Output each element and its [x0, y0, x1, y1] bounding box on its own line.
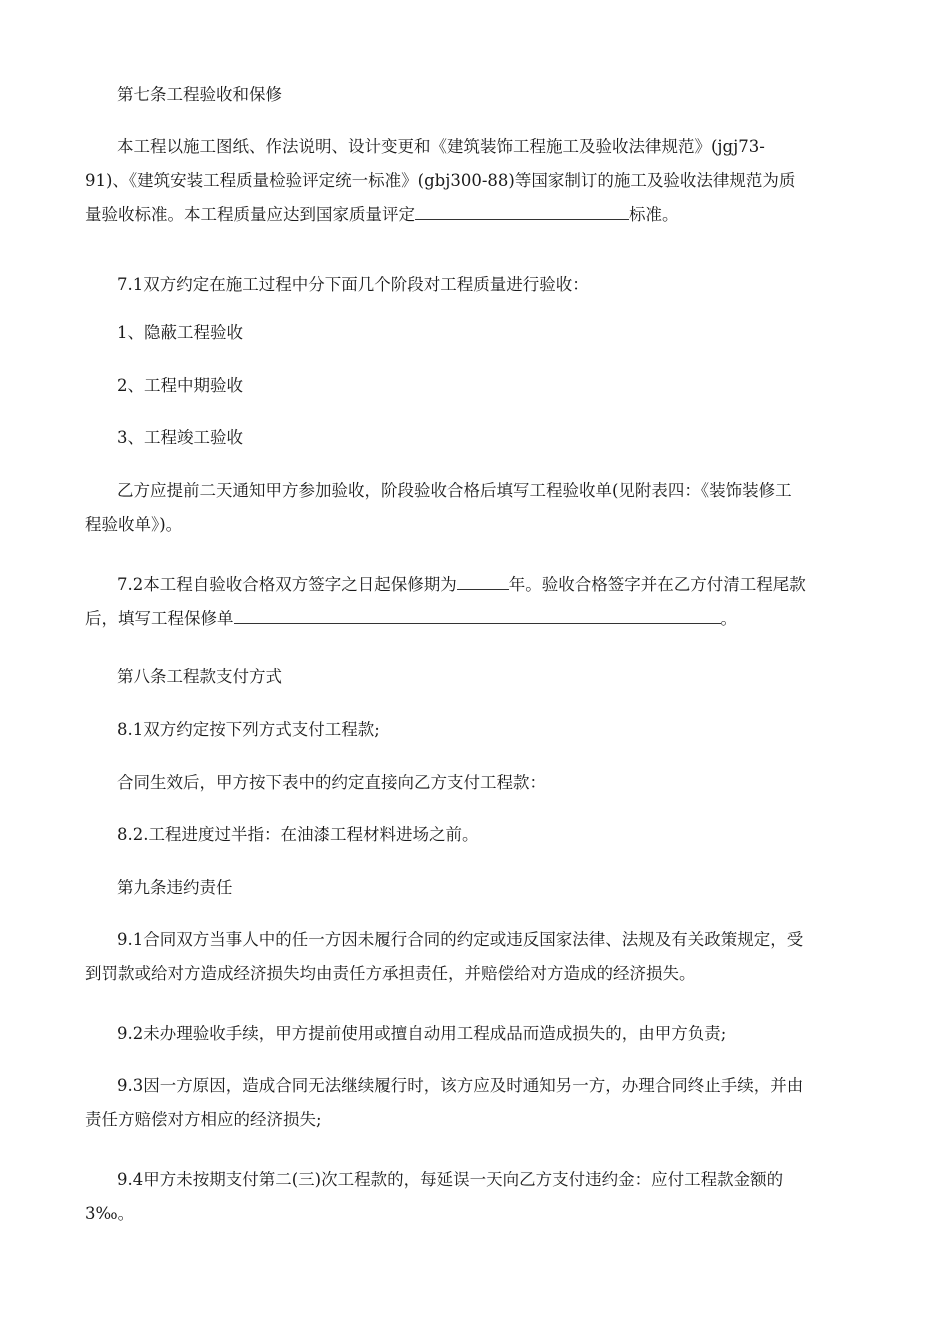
clause-9-1 [85, 923, 875, 991]
warranty-years-blank[interactable] [457, 569, 509, 590]
clause-7-1-text: 7.1双方约定在施工过程中分下面几个阶段对工程质量进行验收： [117, 275, 589, 294]
quality-standard-blank[interactable] [415, 199, 629, 220]
clause-8-1 [85, 713, 875, 747]
payment-contract-paragraph [85, 766, 875, 800]
clause-7-2-line-1 [85, 568, 875, 602]
inspection-item-2-text: 2、工程中期验收 [117, 376, 243, 395]
clause-9-3-line-1: 9.3因一方原因，造成合同无法继续履行时，该方应及时通知另一方，办理合同终止手续，并由 [117, 1076, 804, 1095]
inspection-item-1-text: 1、隐蔽工程验收 [117, 323, 243, 342]
clause-9-4-line-2: 3‰。 [85, 1204, 135, 1223]
warranty-form-prefix: 后，填写工程保修单 [85, 609, 234, 628]
article-8-title [85, 660, 875, 694]
article-7-paragraph-1 [85, 130, 875, 232]
inspection-notice-line-1: 乙方应提前二天通知甲方参加验收，阶段验收合格后填写工程验收单(见附表四：《装饰装修工 [117, 481, 792, 500]
article-7-paragraph-1-line-1: 本工程以施工图纸、作法说明、设计变更和《建筑装饰工程施工及验收法律规范》(jgj73- [117, 137, 765, 156]
warranty-form-suffix: 。 [720, 609, 737, 628]
warranty-period-suffix: 年。验收合格签字并在乙方付清工程尾款 [508, 575, 806, 594]
article-8-title-text: 第八条工程款支付方式 [117, 667, 282, 686]
clause-7-2-line-2 [53, 602, 875, 636]
clause-9-3 [85, 1069, 875, 1137]
clause-9-1-line-1: 9.1合同双方当事人中的任一方因未履行合同的约定或违反国家法律、法规及有关政策规定，受 [117, 930, 804, 949]
inspection-item-3-text: 3、工程竣工验收 [117, 428, 243, 447]
article-7-title [85, 78, 875, 112]
clause-9-1-line-2: 到罚款或给对方造成经济损失均由责任方承担责任，并赔偿给对方造成的经济损失。 [85, 964, 696, 983]
clause-8-2-text: 8.2.工程进度过半指：在油漆工程材料进场之前。 [117, 825, 479, 844]
clause-7-1 [85, 268, 875, 302]
clause-9-3-line-2: 责任方赔偿对方相应的经济损失; [85, 1110, 322, 1129]
warranty-period-prefix: 7.2本工程自验收合格双方签字之日起保修期为 [117, 575, 457, 594]
article-7-paragraph-1-line-2: 91)、《建筑安装工程质量检验评定统一标准》(gbj300-88)等国家制订的施工及验收法律规范为质 [85, 171, 796, 190]
inspection-item-1 [85, 316, 875, 350]
quality-standard-suffix: 标准。 [629, 205, 679, 224]
clause-9-2 [85, 1017, 875, 1051]
quality-standard-prefix: 量验收标准。本工程质量应达到国家质量评定 [85, 205, 415, 224]
warranty-form-blank[interactable] [234, 603, 721, 624]
inspection-notice [85, 474, 875, 542]
inspection-notice-line-2: 程验收单》)。 [85, 515, 183, 534]
clause-9-2-text: 9.2未办理验收手续，甲方提前使用或擅自动用工程成品而造成损失的，由甲方负责; [117, 1024, 727, 1043]
clause-9-4 [85, 1163, 875, 1231]
clause-9-4-line-1: 9.4甲方未按期支付第二(三)次工程款的，每延误一天向乙方支付违约金：应付工程款金额的 [117, 1170, 784, 1189]
inspection-item-3 [85, 421, 875, 455]
article-9-title-text: 第九条违约责任 [117, 878, 233, 897]
clause-8-2 [85, 818, 875, 852]
clause-8-1-text: 8.1双方约定按下列方式支付工程款; [117, 720, 380, 739]
article-7-paragraph-1-line-3 [53, 198, 875, 232]
article-9-title [85, 871, 875, 905]
article-7-title-text: 第七条工程验收和保修 [117, 85, 282, 104]
clause-7-2 [85, 568, 875, 636]
payment-contract-text: 合同生效后，甲方按下表中的约定直接向乙方支付工程款： [117, 773, 546, 792]
inspection-item-2 [85, 369, 875, 403]
